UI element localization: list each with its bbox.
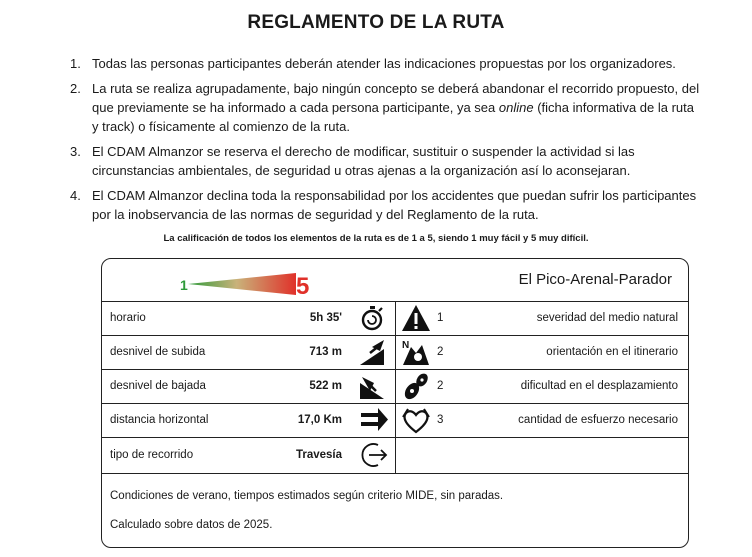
rule-text: Todas las personas participantes deberán atender las indicaciones propuestas por los organizadores. [92, 56, 676, 71]
row-label: tipo de recorrido [110, 449, 194, 461]
rule-item [70, 186, 702, 224]
row-criterion: cantidad de esfuerzo necesario [518, 414, 678, 426]
scale-note: La calificación de todos los elementos de la ruta es de 1 a 5, siendo 1 muy fácil y 5 muy difícil. [163, 233, 589, 244]
rule-text-part: (ficha informativa de la ruta y track) o físicamente al comienzo de la ruta. [92, 100, 694, 134]
row-horario [102, 301, 688, 336]
scale-max: 5 [296, 273, 310, 297]
rule-text [92, 81, 699, 134]
card-footer-data-year: Calculado sobre datos de 2025. [110, 519, 273, 531]
rule-text: El CDAM Almanzor se reserva el derecho de modificar, sustituir o suspender la actividad si las circunstancias ambientales, de seguridad u otras ajenas a la organización así lo aconsejaran. [92, 144, 635, 178]
row-label: horario [110, 312, 146, 324]
rule-item [70, 79, 702, 136]
row-criterion: orientación en el itinerario [546, 346, 678, 358]
descent-icon [358, 371, 390, 401]
row-value: 522 m [309, 380, 342, 392]
row-rating: 2 [437, 346, 444, 358]
route-name: El Pico-Arenal-Parador [518, 271, 672, 288]
row-value: Travesía [295, 449, 342, 461]
row-tipo [102, 437, 688, 474]
row-rating: 3 [437, 414, 444, 426]
row-bajada [102, 369, 688, 404]
footprint-icon [400, 371, 432, 401]
mide-card [101, 258, 689, 548]
svg-text:N: N [402, 340, 410, 351]
scale-min: 1 [180, 277, 188, 293]
row-label: distancia horizontal [110, 414, 209, 426]
card-footer-conditions: Condiciones de verano, tiempos estimados según criterio MIDE, sin paradas. [110, 490, 504, 502]
row-distancia [102, 403, 688, 438]
route-type-icon [358, 440, 390, 470]
row-value: 713 m [309, 346, 342, 358]
stopwatch-icon [358, 303, 390, 333]
rule-number: 4. [70, 188, 81, 203]
row-label: desnivel de bajada [110, 380, 206, 392]
page-title: REGLAMENTO DE LA RUTA [247, 12, 505, 33]
rule-text-italic: online [498, 100, 534, 115]
rule-item [70, 54, 702, 73]
card-header [102, 259, 688, 302]
rule-number: 2. [70, 81, 81, 96]
row-criterion: severidad del medio natural [536, 312, 678, 324]
ascent-icon [358, 337, 390, 367]
heart-effort-icon [400, 405, 432, 435]
rule-number: 3. [70, 144, 81, 159]
row-rating: 2 [437, 380, 444, 392]
row-rating: 1 [437, 312, 444, 324]
rules-list [70, 54, 702, 230]
row-subida [102, 335, 688, 370]
distance-arrow-icon [358, 405, 390, 435]
rule-text: El CDAM Almanzor declina toda la responsabilidad por los accidentes que puedan sufrir los participantes por la inobservancia de las normas de seguridad y del Reglamento de la ruta. [92, 188, 697, 222]
orientation-icon [400, 337, 432, 367]
rule-item [70, 142, 702, 180]
row-label: desnivel de subida [110, 346, 206, 358]
rule-number: 1. [70, 56, 81, 71]
rule-text-part: La ruta se realiza agrupadamente, bajo ningún concepto se deberá abandonar el recorrido propuesto, del que previamente se ha informado a cada persona participante, ya sea [92, 81, 700, 115]
warning-icon [400, 303, 432, 333]
row-criterion: dificultad en el desplazamiento [520, 380, 678, 392]
row-value: 5h 35' [309, 312, 342, 324]
difficulty-scale-icon [178, 267, 324, 297]
row-value: 17,0 Km [297, 414, 342, 426]
